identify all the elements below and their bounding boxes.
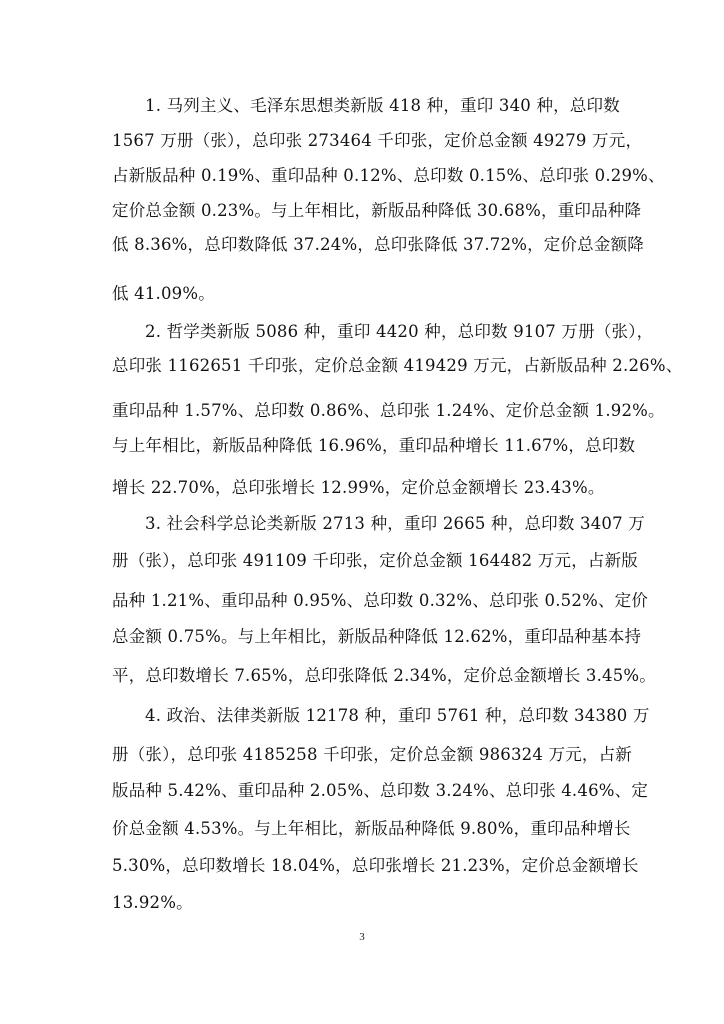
paragraph-3-line-4: 总金额 0.75%。与上年相比，新版品种降低 12.62%，重印品种基本持 (112, 627, 642, 646)
paragraph-4-line-5: 5.30%，总印数增长 18.04%，总印张增长 21.23%，定价总金额增长 (112, 856, 639, 875)
paragraph-4-line-4: 价总金额 4.53%。与上年相比，新版品种降低 9.80%，重印品种增长 (112, 819, 631, 838)
page-number: 3 (359, 931, 365, 943)
paragraph-1-line-1: 1. 马列主义、毛泽东思想类新版 418 种，重印 340 种，总印数 (145, 96, 620, 115)
paragraph-2-line-1: 2. 哲学类新版 5086 种，重印 4420 种，总印数 9107 万册（张）， (145, 322, 654, 341)
paragraph-2-line-3: 重印品种 1.57%、总印数 0.86%、总印张 1.24%、定价总金额 1.92%。 (112, 401, 665, 420)
paragraph-2-line-2: 总印张 1162651 千印张，定价总金额 419429 万元，占新版品种 2.26%、 (112, 356, 683, 375)
paragraph-1-line-6: 低 41.09%。 (112, 284, 215, 303)
paragraph-1-line-4: 定价总金额 0.23%。与上年相比，新版品种降低 30.68%，重印品种降 (112, 201, 642, 220)
paragraph-3-line-3: 品种 1.21%、重印品种 0.95%、总印数 0.32%、总印张 0.52%、定价 (112, 591, 649, 610)
paragraph-2-line-5: 增长 22.70%，总印张增长 12.99%，定价总金额增长 23.43%。 (112, 478, 605, 497)
paragraph-4-line-2: 册（张），总印张 4185258 千印张，定价总金额 986324 万元，占新 (112, 745, 633, 764)
paragraph-4-line-6: 13.92%。 (112, 893, 193, 912)
paragraph-2-line-4: 与上年相比，新版品种降低 16.96%，重印品种增长 11.67%，总印数 (112, 436, 636, 455)
paragraph-3-line-1: 3. 社会科学总论类新版 2713 种，重印 2665 种，总印数 3407 万 (145, 514, 645, 533)
paragraph-3-line-5: 平，总印数增长 7.65%，总印张降低 2.34%，定价总金额增长 3.45%。 (112, 666, 656, 685)
paragraph-4-line-3: 版品种 5.42%、重印品种 2.05%、总印数 3.24%、总印张 4.46%、定 (112, 781, 649, 800)
paragraph-1-line-3: 占新版品种 0.19%、重印品种 0.12%、总印数 0.15%、总印张 0.29%、 (112, 166, 665, 185)
paragraph-1-line-5: 低 8.36%，总印数降低 37.24%，总印张降低 37.72%，定价总金额降 (112, 235, 644, 254)
paragraph-4-line-1: 4. 政治、法律类新版 12178 种，重印 5761 种，总印数 34380 万 (145, 706, 650, 725)
paragraph-1-line-2: 1567 万册（张），总印张 273464 千印张，定价总金额 49279 万元， (112, 131, 643, 150)
paragraph-3-line-2: 册（张），总印张 491109 千印张，定价总金额 164482 万元，占新版 (112, 551, 639, 570)
